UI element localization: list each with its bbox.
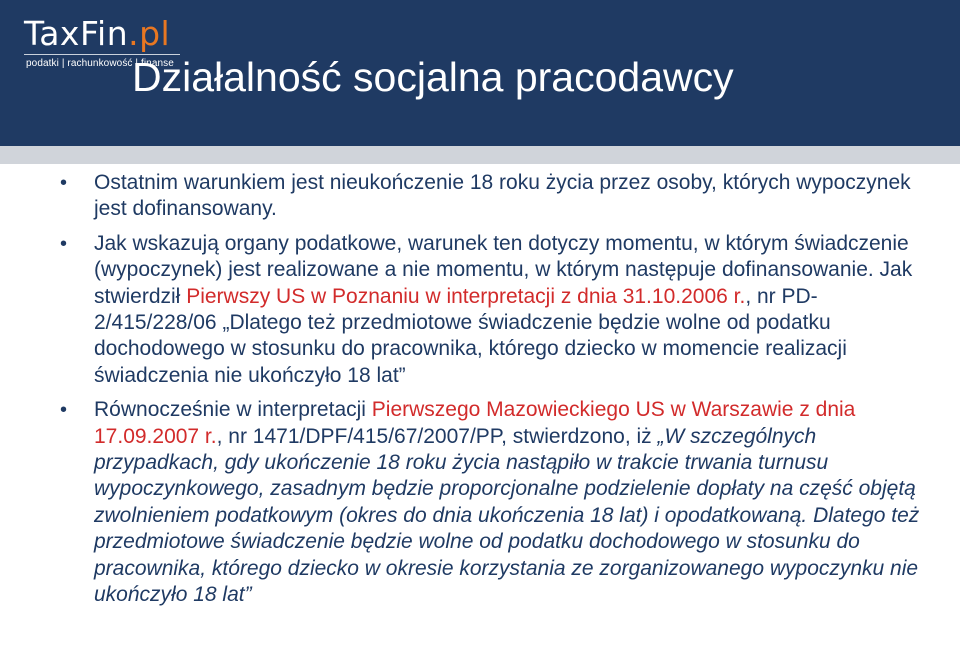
bullet-dot-icon: • — [60, 172, 68, 194]
slide-body — [60, 170, 940, 617]
bullet-text: Jak wskazują organy podatkowe, warunek ten dotyczy momentu, w którym świadczenie (wypoczynek) jest realizowane a nie momentu, w którym następuje dofinansowanie. Jak stwierdził — [94, 231, 913, 308]
bullet-text: , nr PD-2/415/228/06 „Dlatego też przedmiotowe świadczenie będzie wolne od podatku dochodowego w stosunku do pracownika, którego dziecko w momencie realizacji świadczenia nie ukończyło 18 lat” — [94, 284, 847, 387]
logo-name-ext: .pl — [128, 14, 171, 53]
bullet-highlight: Pierwszego Mazowieckiego US w Warszawie z dnia 17.09.2007 r. — [94, 398, 856, 448]
bullet-text: Równocześnie w interpretacji — [94, 398, 372, 422]
bullet-quote: „W szczególnych przypadkach, gdy ukończenie 18 roku życia nastąpiło w trakcie trwania turnusu wypoczynkowego, zasadnym będzie proporcjonalne podzielenie dopłaty na część objętą zwolnieniem podatkowym (okres do dnia ukończenia 18 lat) i opodatkowaną. Dlatego też przedmiotowe świadczenie będzie wolne od podatku dochodowego w stosunku do pracownika, którego dziecko w okresie korzystania ze zorganizowanego wypoczynku nie ukończyło 18 lat” — [94, 424, 920, 607]
header-stripe — [0, 146, 960, 164]
bullet-item — [60, 231, 940, 389]
slide-title: Działalność socjalna pracodawcy — [132, 54, 734, 100]
bullet-item — [60, 170, 940, 223]
logo-name-main: TaxFin — [24, 14, 129, 53]
bullet-text: Ostatnim warunkiem jest nieukończenie 18 roku życia przez osoby, których wypoczynek jest dofinansowany. — [94, 171, 911, 221]
bullet-item — [60, 397, 940, 608]
slide-header — [0, 0, 960, 146]
bullet-text: , nr 1471/DPF/415/67/2007/PP, stwierdzono, iż — [216, 424, 658, 448]
bullet-dot-icon: • — [60, 232, 68, 255]
logo-wordmark — [24, 14, 170, 54]
logo-subtitle: podatki | rachunkowość | finanse — [26, 58, 174, 69]
bullet-highlight: Pierwszy US w Poznaniu w interpretacji z dnia 31.10.2006 r. — [186, 284, 746, 308]
bullet-dot-icon: • — [60, 399, 68, 422]
